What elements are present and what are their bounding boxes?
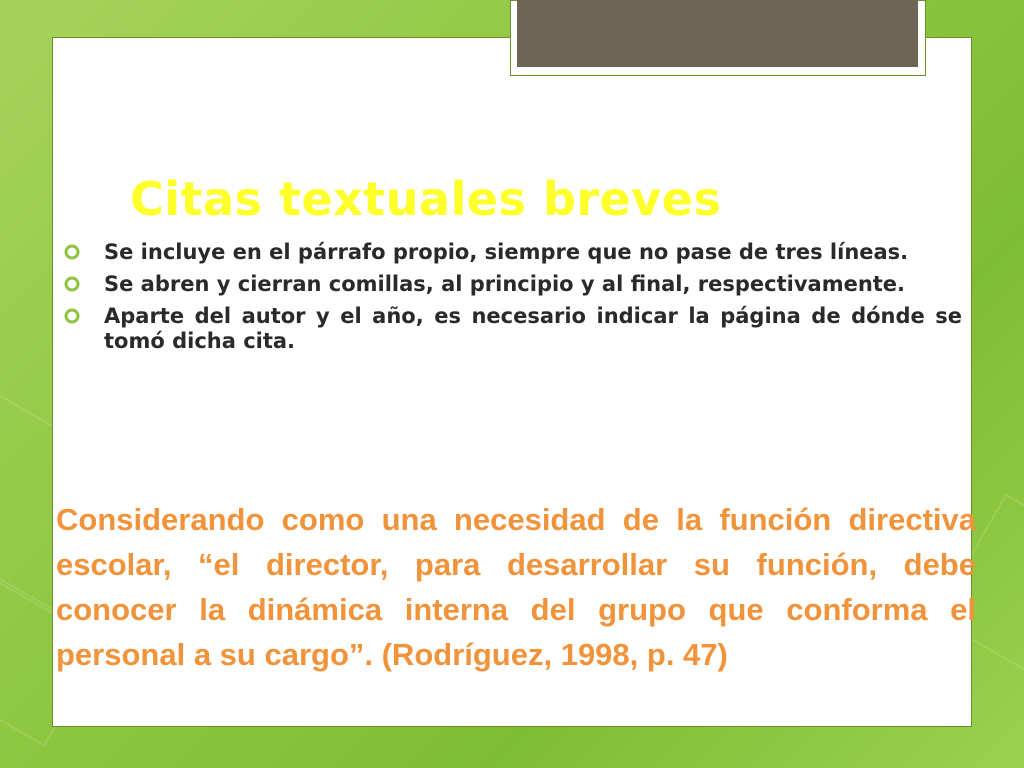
bullet-text: Se abren y cierran comillas, al principio y al final, respectivamente. — [104, 272, 906, 296]
circle-bullet-icon — [64, 276, 80, 292]
circle-bullet-icon — [64, 308, 80, 324]
bullet-text: Se incluye en el párrafo propio, siempre que no pase de tres líneas. — [104, 240, 909, 264]
list-item — [62, 272, 962, 297]
bullet-text: Aparte del autor y el año, es necesario indicar la página de dónde se tomó dicha cita. — [104, 304, 962, 353]
list-item — [62, 304, 962, 354]
slide-title: Citas textuales breves — [130, 172, 722, 226]
header-band — [517, 0, 918, 67]
bullet-list — [62, 240, 962, 361]
example-quote: Considerando como una necesidad de la función directiva escolar, “el director, para desarrollar su función, debe conocer la dinámica interna del grupo que conforma el personal a su cargo”. (Rodríguez, 1998, p. 47) — [56, 502, 976, 672]
list-item — [62, 240, 962, 265]
circle-bullet-icon — [64, 244, 80, 260]
